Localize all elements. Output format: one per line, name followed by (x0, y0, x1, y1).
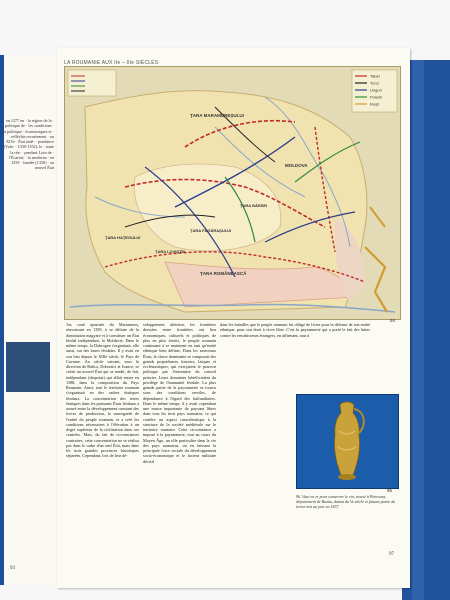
vase-caption: 96. Vase en or pour conserver le vin, trouvé à Pietroasa, département de Buzău, datant du Ve siècle et faisant partie du trésor mis au jour en 1837. (296, 494, 396, 509)
vase-photo (296, 394, 399, 489)
map-region-label: ŢARA ROMÂNEASCĂ (200, 271, 247, 276)
column-3-text: dans les batailles que le peuple roumain fut obligé de livrer pour la défense de son entité ethnique, pour son droit à vivre libre. C'est la paysannerie qui a porté le fait des luttes contre les envahisseurs étrangers, en affirmant, tout à (220, 322, 370, 338)
running-head: LA ROUMANIE AUX IIe – IIIe SIÈCLES (64, 60, 159, 66)
map-region-label: ŢARA MARAMUREŞULUI (190, 113, 244, 118)
map-drawing (65, 67, 400, 319)
text-column-3 (220, 322, 370, 339)
map-figure-number: 94 (390, 318, 396, 323)
map-region-label: ŢARA HAŢEGULUI (105, 235, 141, 240)
vase-drawing (297, 395, 398, 488)
text-column-1 (66, 322, 139, 460)
legend-item: Unguri (370, 87, 382, 93)
cover-stripe (412, 60, 424, 600)
map-region-label: MOLDOVA (285, 163, 308, 168)
map-region-label: ŢARA BÂRSEI (240, 203, 268, 208)
legend-item: Polonii (370, 94, 383, 100)
legend-item: Ruşii (370, 101, 379, 107)
vase-figure-number: 95 (387, 488, 393, 493)
left-page-image (6, 342, 50, 392)
left-page-number: 93 (10, 566, 15, 571)
map-region-label: ŢARA FĂGĂRAŞULUI (190, 228, 232, 233)
column-1-text: 1er, roué ajournée du Maramureș, réussissant en 1359, à se défaire de la domination magyare et à constituer un État féodal indépendant: la Moldavie. Dans le même temps, la Dobrogea s'organisait, elle aussi, sur des bases féodales. Il y avait en son lieu depuis le XIIIe siècle, le Pays de Cavarne. Au siècle suivant, sous la direction de Balica, Dobrotici et Ivanco, se créait un nouvel État qui se rendit, de fait, indépendant (despotat) qui allait entrer en 1388, dans la composition du Pays Roumain. Ainsi, tout le territoire roumain s'organisait en des cadres étatiques féodaux. La concentration des terres étatiques dans les puissants États féodaux a assuré entre la développement constant des forces de production, la sauvegarde de l'entité du peuple roumain, et a créé les conditions nécessaires à l'élévation à un degré supérieur de la civilisation dans ces contrées. Mais, du fait de circonstances contraires, cette concentration ne se réalisa pas dans le cadre d'un seul État, mais dans les trois grandes provinces historiques séparées. Cependant, lors de leur dé- (66, 322, 139, 459)
map-legend-left (68, 70, 116, 96)
legend-item: Turci (370, 80, 379, 86)
column-2-text: veloppement ultérieur, les frontières dressées entre frontières ont lieu économiques, culturels et politiques de plus en plus étroits, le peuple roumain continuant à se maintenir en tant qu'entité ethnique bien définie. Dans les nouveaux États, la classe dominante se composait des grands propriétaires fonciers, laïques et ecclésiastiques, qui exerçaient le pouvoir politique par l'entremise du conseil princier. Leurs domaines bénéficiaient du privilège de l'immunité féodale. La plus grande partie de la paysannerie se trouva sous des conditions serviles, de dépendance à l'égard des latifundiaires. Dans le même temps, il y avait cependant une masse importante de paysans libres dans tous les trois pays roumains, ce qui confère un aspect caractéristique à la structure de la société médiévale sur le territoire roumain. Cette circonstance a imposé à la paysannerie, tout au cours du Moyen Âge, un rôle particulier dans la vie des pays roumains, où en laissant la principale force sociale du développement socio-économique et le facteur militaire décisif (143, 322, 216, 464)
text-column-2 (143, 322, 216, 465)
historical-map (64, 66, 401, 320)
map-region-label: ŢARA LOVIŞTEI (155, 249, 186, 254)
left-page-text: en 1277 en · la région de la · politique de · les conditions · la politique · économiques et · réfléchis recrutement · au XIVe · État indé- · pendance (Vala- · 1330-1352), le · toute la réa- · pendant Loin de · l'Écarisé, · la moderna · en 1359 · fondée (1350) · au nouvel État (2, 118, 54, 171)
right-page-number: 97 (389, 552, 394, 557)
legend-item: Tatari (370, 73, 380, 79)
